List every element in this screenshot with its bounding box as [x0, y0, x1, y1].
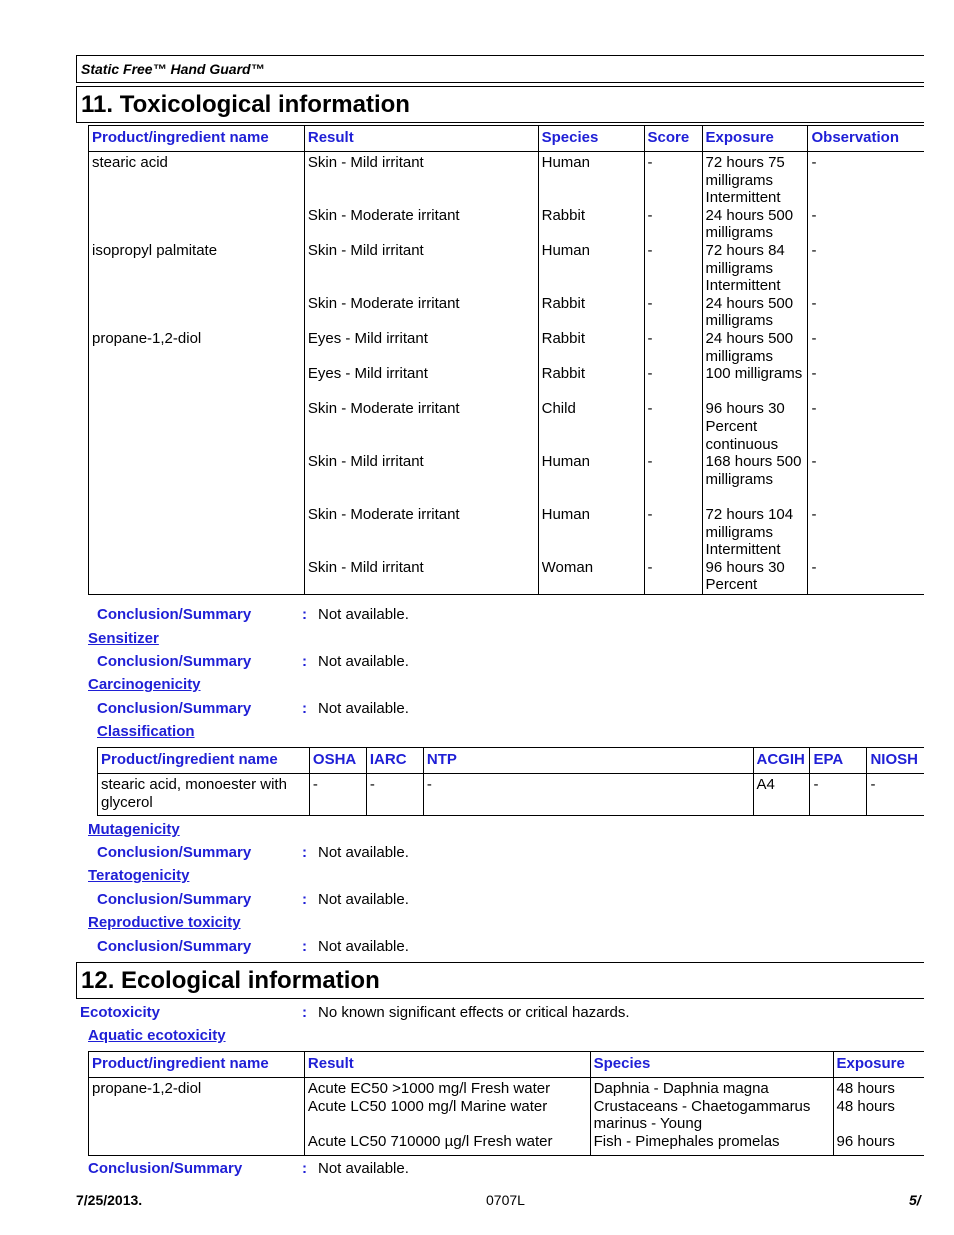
- column-header: Score: [644, 126, 702, 152]
- score-entry: -: [647, 206, 653, 224]
- exposure-line: 48 hours: [836, 1097, 895, 1115]
- score-entry: -: [647, 329, 653, 347]
- conclusion-summary-value: Not available.: [318, 606, 409, 623]
- section-12-heading: [76, 962, 924, 999]
- observation-entry: -: [811, 206, 817, 224]
- score-entry: -: [647, 453, 653, 471]
- species-entry: Child: [541, 400, 576, 418]
- sensitizer-heading: Sensitizer: [88, 630, 159, 647]
- footer-page-number: 5/: [909, 1192, 921, 1208]
- conclusion-summary-value: Not available.: [318, 653, 409, 670]
- exposure-entry: 72 hours 104 milligrams Intermittent: [705, 505, 794, 559]
- exposure-entry: 24 hours 500 milligrams: [705, 329, 794, 365]
- exposure-entry: 72 hours 84 milligrams Intermittent: [705, 241, 785, 295]
- table-row: [98, 774, 925, 816]
- column-header: Exposure: [833, 1052, 924, 1078]
- score-entry: -: [647, 154, 653, 171]
- result-line: Acute LC50 710000 µg/l Fresh water: [307, 1132, 553, 1150]
- observation-entry: -: [811, 294, 817, 312]
- ingredient-name-entry: [92, 506, 301, 559]
- exposure-entry: 24 hours 500 milligrams: [705, 206, 794, 242]
- observation-entry: -: [811, 453, 817, 471]
- conclusion-summary-label: Conclusion/Summary: [97, 653, 252, 670]
- result-line: Acute EC50 >1000 mg/l Fresh water: [307, 1080, 551, 1097]
- ingredient-name-entry: [92, 400, 301, 453]
- irritation-table: [88, 125, 924, 595]
- column-header: ACGIH: [753, 748, 810, 774]
- observation-entry: -: [811, 154, 817, 171]
- column-header: EPA: [810, 748, 867, 774]
- reproductive-toxicity-heading: Reproductive toxicity: [88, 914, 241, 931]
- ntp-cell: -: [423, 774, 753, 816]
- ingredient-name-entry: propane-1,2-diol: [92, 329, 202, 347]
- score-entry: -: [647, 558, 653, 576]
- column-header: NTP: [423, 748, 753, 774]
- column-header: Result: [304, 1052, 590, 1078]
- section-11-title: 11. Toxicological information: [81, 91, 410, 118]
- colon: :: [302, 844, 307, 861]
- document-header: [76, 55, 924, 83]
- result-entry: Skin - Mild irritant: [307, 154, 424, 171]
- observation-entry: -: [811, 329, 817, 347]
- species-entry: Rabbit: [541, 206, 585, 224]
- result-entry: Skin - Moderate irritant: [307, 505, 460, 523]
- species-line: Fish - Pimephales promelas: [593, 1132, 780, 1150]
- exposure-entry: 168 hours 500 milligrams: [705, 453, 802, 488]
- exposure-cell: [833, 1078, 924, 1156]
- species-entry: Rabbit: [541, 365, 585, 383]
- species-entry: Rabbit: [541, 329, 585, 347]
- exposure-entry: 100 milligrams: [705, 365, 803, 383]
- conclusion-summary-label: Conclusion/Summary: [97, 844, 252, 861]
- species-entry: Woman: [541, 558, 594, 576]
- column-header: Observation: [808, 126, 924, 152]
- species-cell: [590, 1078, 833, 1156]
- conclusion-summary-value: Not available.: [318, 938, 409, 955]
- niosh-cell: -: [867, 774, 924, 816]
- exposure-entry: 72 hours 75 milligrams Intermittent: [705, 154, 785, 207]
- result-entry: Skin - Moderate irritant: [307, 206, 460, 224]
- result-entry: Skin - Mild irritant: [307, 453, 424, 471]
- conclusion-summary-value: Not available.: [318, 1160, 409, 1177]
- ecotoxicity-label: Ecotoxicity: [80, 1004, 161, 1021]
- column-header: Product/ingredient name: [89, 1052, 305, 1078]
- result-entry: Skin - Moderate irritant: [307, 294, 460, 312]
- observation-entry: -: [811, 558, 817, 576]
- exposure-cell: [702, 152, 808, 595]
- carcinogenicity-heading: Carcinogenicity: [88, 676, 201, 693]
- exposure-line: 96 hours: [836, 1132, 895, 1150]
- colon: :: [302, 700, 307, 717]
- ingredient-name-cell: stearic acid, monoester with glycerol: [98, 774, 310, 816]
- mutagenicity-heading: Mutagenicity: [88, 821, 180, 838]
- conclusion-summary-label: Conclusion/Summary: [97, 891, 252, 908]
- result-cell: [304, 1078, 590, 1156]
- epa-cell: -: [810, 774, 867, 816]
- observation-entry: -: [811, 400, 817, 418]
- species-entry: Rabbit: [541, 294, 585, 312]
- exposure-line: 48 hours: [836, 1080, 895, 1097]
- conclusion-summary-label: Conclusion/Summary: [97, 938, 252, 955]
- section-11-heading: [76, 86, 924, 123]
- column-header: OSHA: [309, 748, 366, 774]
- exposure-entry: 96 hours 30 Percent: [705, 558, 785, 594]
- species-entry: Human: [541, 505, 590, 523]
- ingredient-name-entry: [92, 207, 301, 242]
- footer-code: 0707L: [486, 1192, 525, 1208]
- osha-cell: -: [309, 774, 366, 816]
- column-header: Product/ingredient name: [89, 126, 305, 152]
- score-entry: -: [647, 294, 653, 312]
- result-cell: [304, 152, 538, 595]
- conclusion-summary-value: Not available.: [318, 844, 409, 861]
- result-entry: Skin - Moderate irritant: [307, 400, 460, 418]
- column-header: Result: [304, 126, 538, 152]
- section-12-title: 12. Ecological information: [81, 967, 380, 994]
- footer-date: 7/25/2013.: [76, 1192, 143, 1208]
- score-cell: [644, 152, 702, 595]
- observation-cell: [808, 152, 924, 595]
- colon: :: [302, 653, 307, 670]
- ingredient-name-entry: [92, 453, 301, 506]
- ingredient-name-cell: [89, 152, 305, 595]
- result-entry: Skin - Mild irritant: [307, 558, 424, 576]
- aquatic-table: [88, 1051, 924, 1156]
- observation-entry: -: [811, 505, 817, 523]
- colon: :: [302, 606, 307, 623]
- species-entry: Human: [541, 453, 590, 471]
- classification-heading: Classification: [97, 723, 195, 740]
- classification-table-header: [98, 748, 925, 774]
- table-row: [89, 1078, 925, 1156]
- conclusion-summary-value: Not available.: [318, 700, 409, 717]
- ingredient-name-entry: [92, 295, 301, 330]
- irritation-table-body: [89, 152, 925, 595]
- species-line: Daphnia - Daphnia magna: [593, 1080, 769, 1097]
- iarc-cell: -: [366, 774, 423, 816]
- observation-entry: -: [811, 365, 817, 383]
- exposure-entry: 96 hours 30 Percent continuous: [705, 400, 785, 453]
- colon: :: [302, 938, 307, 955]
- column-header: IARC: [366, 748, 423, 774]
- species-entry: Human: [541, 154, 590, 171]
- acgih-cell: A4: [753, 774, 810, 816]
- colon: :: [302, 891, 307, 908]
- aquatic-table-header: [89, 1052, 925, 1078]
- observation-entry: -: [811, 241, 817, 259]
- ecotoxicity-value: No known significant effects or critical hazards.: [318, 1004, 630, 1021]
- result-entry: Skin - Mild irritant: [307, 241, 424, 259]
- aquatic-ecotoxicity-heading: Aquatic ecotoxicity: [88, 1027, 226, 1044]
- species-cell: [538, 152, 644, 595]
- column-header: Species: [590, 1052, 833, 1078]
- ingredient-name-cell: propane-1,2-diol: [89, 1078, 305, 1156]
- column-header: Product/ingredient name: [98, 748, 310, 774]
- conclusion-summary-value: Not available.: [318, 891, 409, 908]
- teratogenicity-heading: Teratogenicity: [88, 867, 190, 884]
- species-line: Crustaceans - Chaetogammarus marinus - Young: [593, 1097, 811, 1133]
- species-entry: Human: [541, 241, 590, 259]
- ingredient-name-entry: stearic acid: [92, 154, 168, 171]
- result-line: Acute LC50 1000 mg/l Marine water: [307, 1097, 548, 1115]
- colon: :: [302, 1160, 307, 1177]
- irritation-table-header: [89, 126, 925, 152]
- classification-table: [97, 747, 924, 816]
- colon: :: [302, 1004, 307, 1021]
- exposure-entry: 24 hours 500 milligrams: [705, 294, 794, 330]
- score-entry: -: [647, 241, 653, 259]
- conclusion-summary-label: Conclusion/Summary: [97, 700, 252, 717]
- score-entry: -: [647, 400, 653, 418]
- product-name: Static Free™ Hand Guard™: [81, 61, 265, 77]
- result-entry: Eyes - Mild irritant: [307, 365, 428, 383]
- conclusion-summary-label: Conclusion/Summary: [97, 606, 252, 623]
- score-entry: -: [647, 505, 653, 523]
- column-header: NIOSH: [867, 748, 924, 774]
- column-header: Species: [538, 126, 644, 152]
- column-header: Exposure: [702, 126, 808, 152]
- score-entry: -: [647, 365, 653, 383]
- ingredient-name-entry: [92, 559, 301, 594]
- ingredient-name-entry: [92, 365, 301, 400]
- ingredient-name-entry: isopropyl palmitate: [92, 241, 218, 259]
- conclusion-summary-label: Conclusion/Summary: [88, 1160, 243, 1177]
- result-entry: Eyes - Mild irritant: [307, 329, 428, 347]
